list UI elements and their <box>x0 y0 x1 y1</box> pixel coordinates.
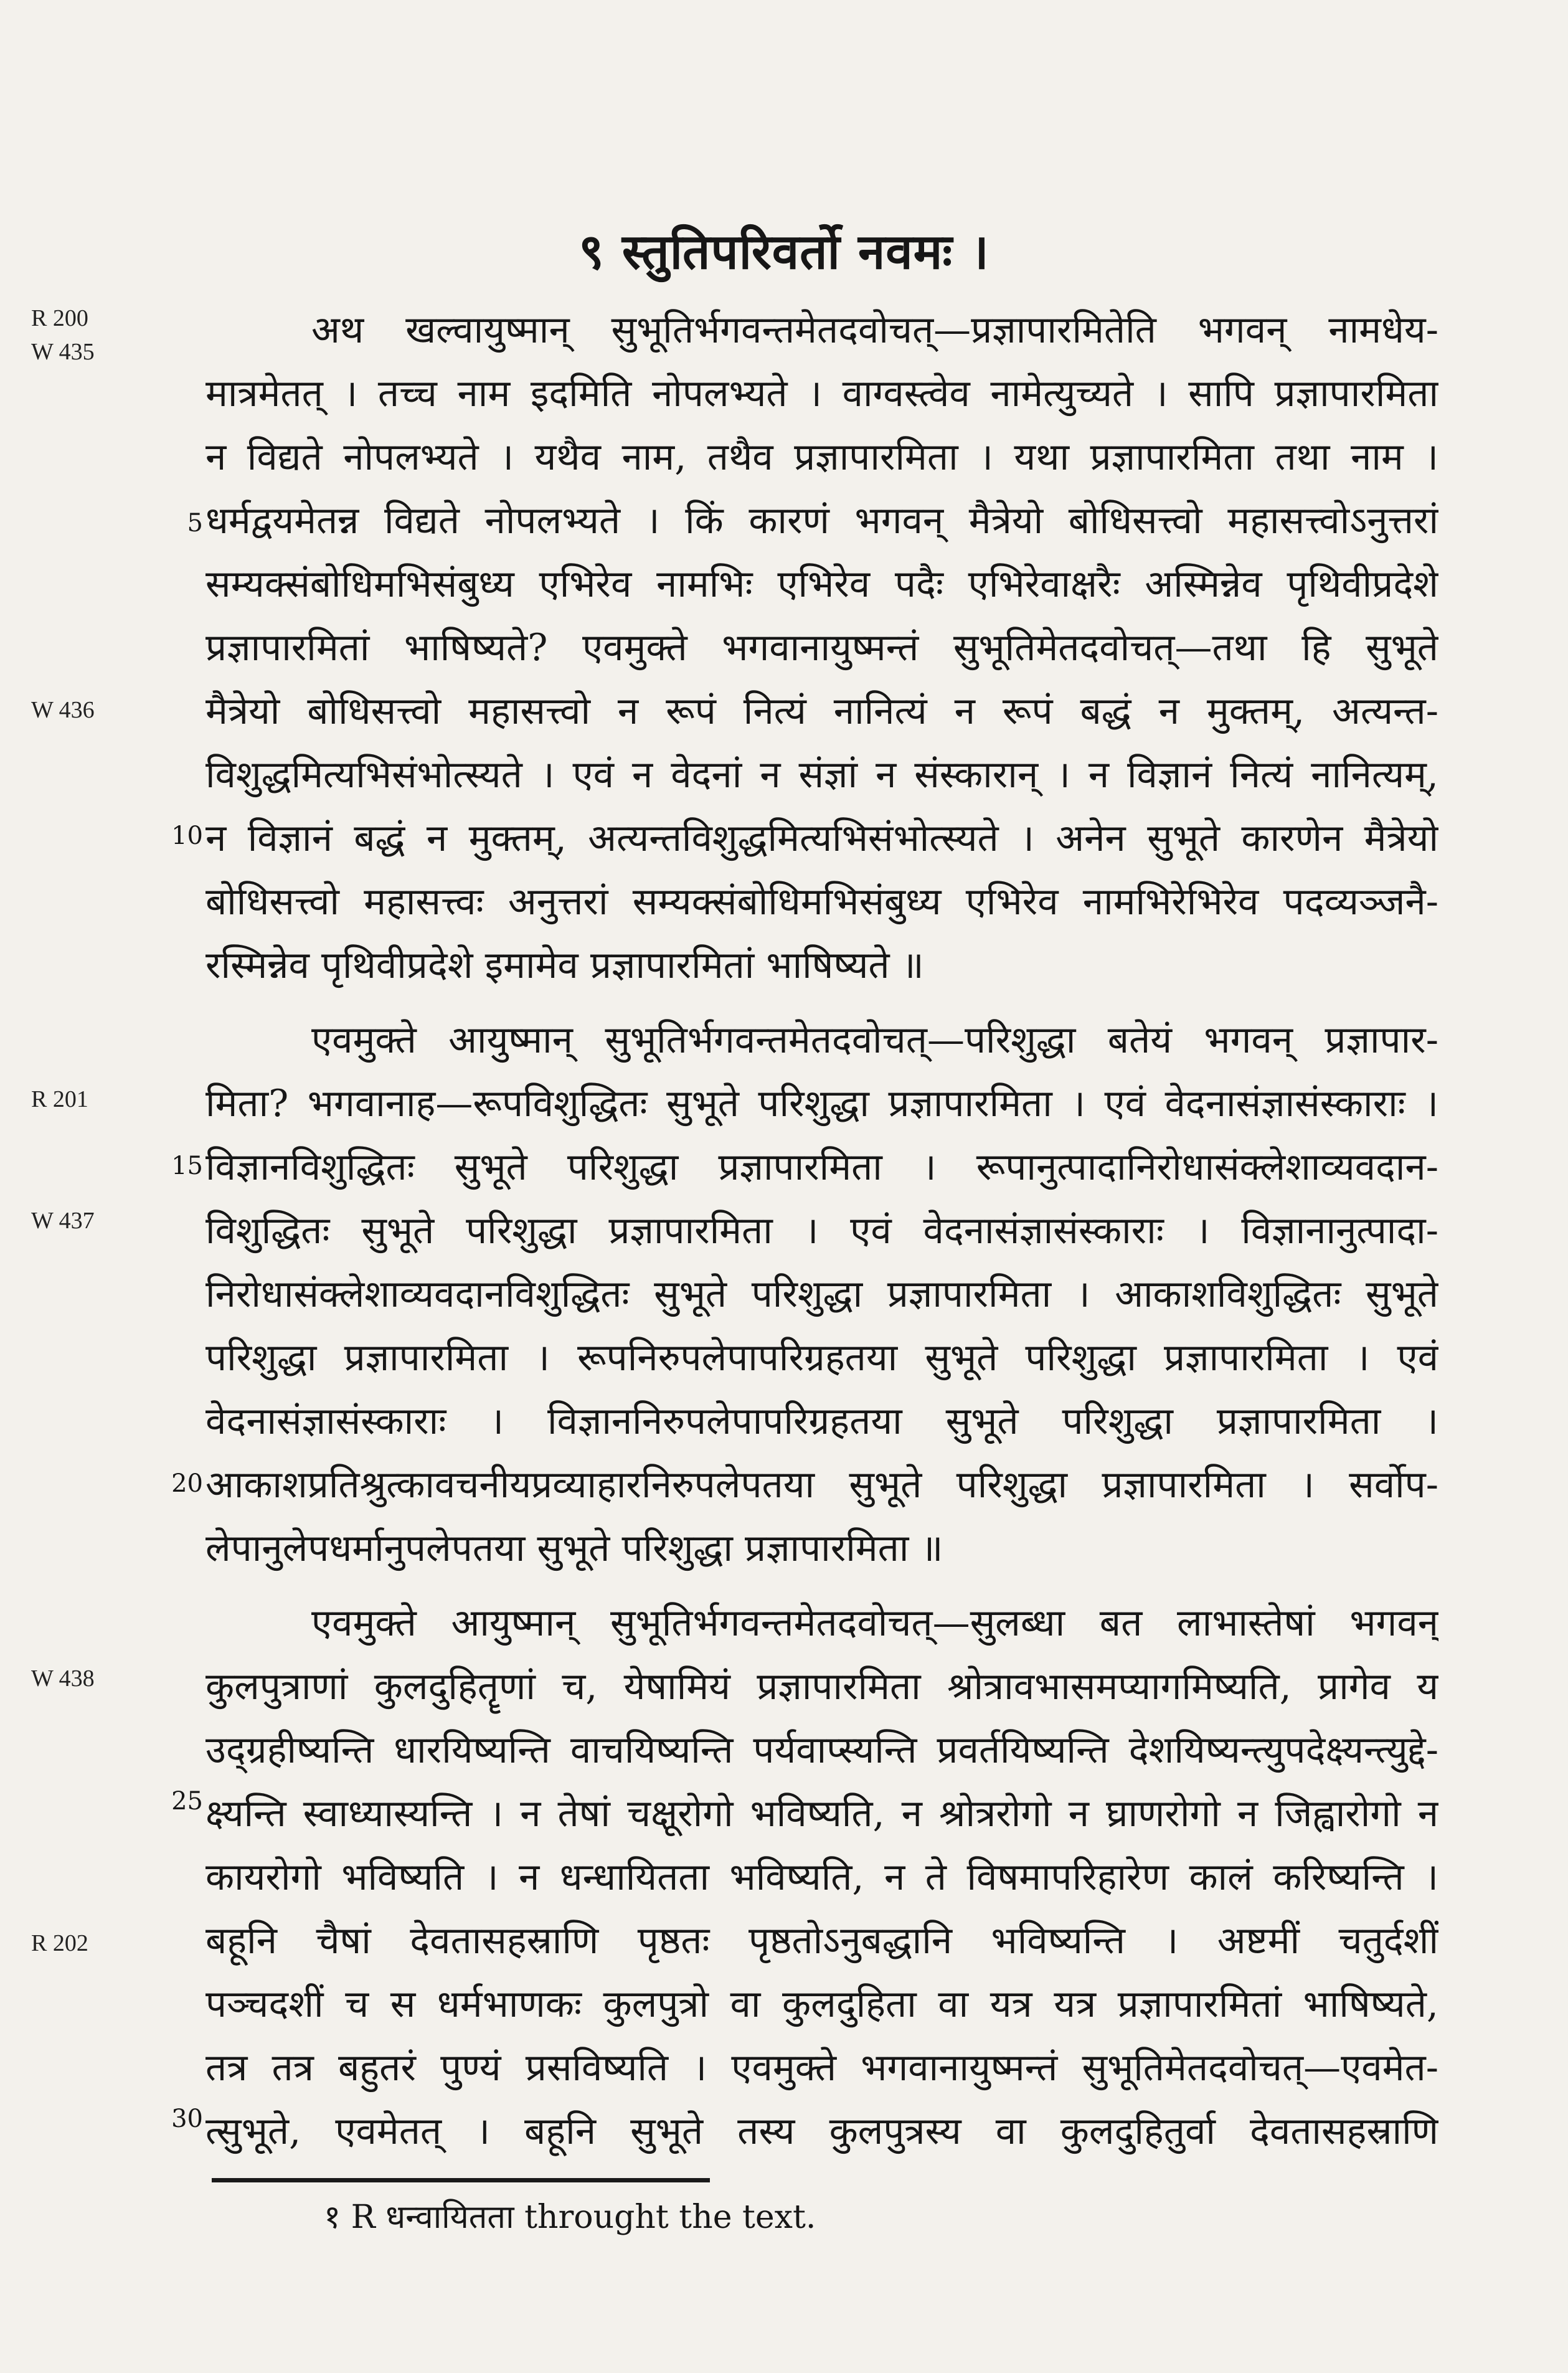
text-line: न विज्ञानं बद्धं न मुक्तम्, अत्यन्तविशुद्धमित्यभिसंभोत्स्यते । अनेन सुभूते कारणेन मैत्रेयो <box>205 817 1438 860</box>
line-number: 5 <box>187 509 203 538</box>
text-line: अथ खल्वायुष्मान् सुभूतिर्भगवन्तमेतदवोचत्—प्रज्ञापारमितेति भगवन् नामधेय- <box>311 308 1438 352</box>
margin-ref: W 438 <box>31 1665 95 1692</box>
text-line: निरोधासंक्लेशाव्यवदानविशुद्धितः सुभूते परिशुद्धा प्रज्ञापारमिता । आकाशविशुद्धितः सुभूते <box>205 1272 1438 1316</box>
text-line: प्रज्ञापारमितां भाषिष्यते? एवमुक्ते भगवानायुष्मन्तं सुभूतिमेतदवोचत्—तथा हि सुभूते <box>205 626 1438 670</box>
text-line: मिता? भगवानाह—रूपविशुद्धितः सुभूते परिशुद्धा प्रज्ञापारमिता । एवं वेदनासंज्ञासंस्काराः । <box>205 1082 1438 1125</box>
line-number: 10 <box>171 822 203 850</box>
text-line: कायरोगो भविष्यति । न धन्धायितता भविष्यति, न ते विषमापरिहारेण कालं करिष्यन्ति । <box>205 1855 1438 1899</box>
line-number: 20 <box>171 1469 203 1498</box>
margin-ref: W 437 <box>31 1208 95 1234</box>
text-line: न विद्यते नोपलभ्यते । यथैव नाम, तथैव प्रज्ञापारमिता । यथा प्रज्ञापारमिता तथा नाम । <box>205 435 1438 479</box>
footnote: १ R धन्वायितता throught the text. <box>324 2199 816 2236</box>
margin-ref: W 435 <box>31 339 95 365</box>
margin-ref: R 202 <box>31 1930 88 1956</box>
text-line: क्ष्यन्ति स्वाध्यास्यन्ति । न तेषां चक्षूरोगो भविष्यति, न श्रोत्ररोगो न घ्राणरोगो न जिह्वारोगो न <box>205 1792 1438 1835</box>
text-line: पञ्चदशीं च स धर्मभाणकः कुलपुत्रो वा कुलदुहिता वा यत्र यत्र प्रज्ञापारमितां भाषिष्यते, <box>205 1982 1438 2026</box>
text-line: परिशुद्धा प्रज्ञापारमिता । रूपनिरुपलेपापरिग्रहतया सुभूते परिशुद्धा प्रज्ञापारमिता । एवं <box>205 1336 1438 1380</box>
text-line: धर्मद्वयमेतन्न विद्यते नोपलभ्यते । किं कारणं भगवन् मैत्रेयो बोधिसत्त्वो महासत्त्वोऽनुत्तरां <box>205 499 1438 542</box>
text-line: रस्मिन्नेव पृथिवीप्रदेशे इमामेव प्रज्ञापारमितां भाषिष्यते ॥ <box>205 944 924 987</box>
margin-ref: R 201 <box>31 1086 88 1112</box>
margin-ref: R 200 <box>31 305 88 331</box>
chapter-title: ९ स्तुतिपरिवर्तो नवमः । <box>579 224 989 280</box>
text-line: विशुद्धमित्यभिसंभोत्स्यते । एवं न वेदनां न संज्ञां न संस्कारान् । न विज्ञानं नित्यं नानित्यम्, <box>205 753 1438 797</box>
text-line: विज्ञानविशुद्धितः सुभूते परिशुद्धा प्रज्ञापारमिता । रूपानुत्पादानिरोधासंक्लेशाव्यवदान- <box>205 1145 1438 1189</box>
line-number: 30 <box>171 2105 203 2133</box>
text-line: एवमुक्ते आयुष्मान् सुभूतिर्भगवन्तमेतदवोचत्—सुलब्धा बत लाभास्तेषां भगवन् <box>311 1601 1438 1645</box>
line-number: 25 <box>171 1787 203 1816</box>
text-line: वेदनासंज्ञासंस्काराः । विज्ञाननिरुपलेपापरिग्रहतया सुभूते परिशुद्धा प्रज्ञापारमिता । <box>205 1400 1438 1443</box>
text-line: कुलपुत्राणां कुलदुहितॄणां च, येषामियं प्रज्ञापारमिता श्रोत्रावभासमप्यागमिष्यति, प्रागेव य <box>205 1665 1438 1708</box>
text-line: उद्ग्रहीष्यन्ति धारयिष्यन्ति वाचयिष्यन्ति पर्यवाप्स्यन्ति प्रवर्तयिष्यन्ति देशयिष्यन्त्युपदेक्ष्यन्त्युद्दे- <box>205 1728 1438 1772</box>
text-line: एवमुक्ते आयुष्मान् सुभूतिर्भगवन्तमेतदवोचत्—परिशुद्धा बतेयं भगवन् प्रज्ञापार- <box>311 1018 1438 1062</box>
line-number: 15 <box>171 1152 203 1180</box>
text-line: तत्र तत्र बहुतरं पुण्यं प्रसविष्यति । एवमुक्ते भगवानायुष्मन्तं सुभूतिमेतदवोचत्—एवमेत- <box>205 2046 1438 2090</box>
text-line: बहूनि चैषां देवतासहस्राणि पृष्ठतः पृष्ठतोऽनुबद्धानि भविष्यन्ति । अष्टमीं चतुर्दशीं <box>205 1919 1438 1963</box>
margin-ref: W 436 <box>31 697 95 723</box>
text-line: आकाशप्रतिश्रुत्कावचनीयप्रव्याहारनिरुपलेपतया सुभूते परिशुद्धा प्रज्ञापारमिता । सर्वोप- <box>205 1463 1438 1507</box>
text-line: विशुद्धितः सुभूते परिशुद्धा प्रज्ञापारमिता । एवं वेदनासंज्ञासंस्काराः । विज्ञानानुत्पादा- <box>205 1209 1438 1253</box>
text-line: लेपानुलेपधर्मानुपलेपतया सुभूते परिशुद्धा प्रज्ञापारमिता ॥ <box>205 1527 943 1570</box>
text-line: मैत्रेयो बोधिसत्त्वो महासत्त्वो न रूपं नित्यं नानित्यं न रूपं बद्धं न मुक्तम्, अत्यन्त- <box>205 689 1438 733</box>
text-line: बोधिसत्त्वो महासत्त्वः अनुत्तरां सम्यक्संबोधिमभिसंबुध्य एभिरेव नामभिरेभिरेव पदव्यञ्जनै- <box>205 880 1438 924</box>
text-line: त्सुभूते, एवमेतत् । बहूनि सुभूते तस्य कुलपुत्रस्य वा कुलदुहितुर्वा देवतासहस्राणि <box>205 2110 1438 2153</box>
text-line: मात्रमेतत् । तच्च नाम इदमिति नोपलभ्यते । वाग्वस्त्वेव नामेत्युच्यते । सापि प्रज्ञापारमिता <box>205 372 1438 415</box>
text-line: सम्यक्संबोधिमभिसंबुध्य एभिरेव नामभिः एभिरेव पदैः एभिरेवाक्षरैः अस्मिन्नेव पृथिवीप्रदेशे <box>205 562 1438 606</box>
footnote-rule <box>212 2178 710 2182</box>
